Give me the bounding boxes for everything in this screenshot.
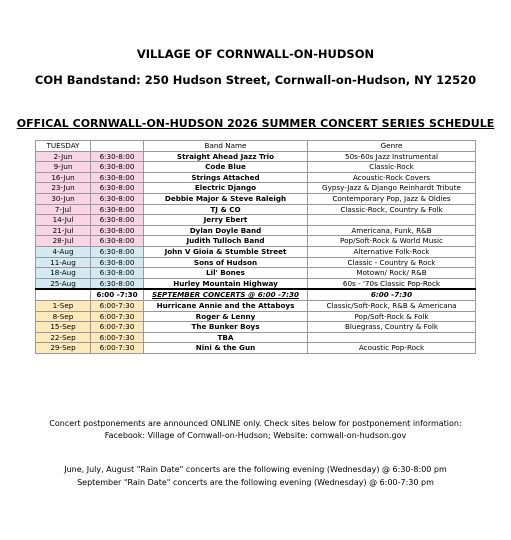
genre: Bluegrass, Country & Folk — [308, 322, 476, 333]
table-row — [36, 215, 476, 226]
postponement-sources: Facebook: Village of Cornwall-on-Hudson; Website: cornwall-on-hudson.gov — [104, 431, 407, 440]
band-name: Hurley Mountain Highway — [144, 278, 308, 289]
genre: Acoustic-Rock Covers — [308, 172, 476, 183]
concert-time: 6:30-8:00 — [91, 172, 144, 183]
rain-date-summer-note: June, July, August "Rain Date" concerts are the following evening (Wednesday) @ 6:30-8:00 pm — [64, 465, 447, 474]
genre: Classic - Country & Rock — [308, 257, 476, 268]
concert-date: 29-Sep — [36, 343, 91, 354]
concert-date: 7-Jul — [36, 204, 91, 215]
band-name: Dylan Doyle Band — [144, 225, 308, 236]
concert-date: 9-Jun — [36, 162, 91, 173]
concert-time: 6:30-8:00 — [91, 162, 144, 173]
genre: Americana, Funk, R&B — [308, 225, 476, 236]
concert-date: 1-Sep — [36, 300, 91, 311]
genre: Classic-Rock — [308, 162, 476, 173]
concert-time: 6:30-8:00 — [91, 151, 144, 162]
band-name: Hurricane Annie and the Attaboys — [144, 300, 308, 311]
concert-date: 30-Jun — [36, 193, 91, 204]
table-row — [36, 225, 476, 236]
genre: Motown/ Rock/ R&B — [308, 268, 476, 279]
table-row — [36, 204, 476, 215]
schedule-heading: OFFICAL CORNWALL-ON-HUDSON 2026 SUMMER CONCERT SERIES SCHEDULE — [16, 117, 495, 130]
concert-time: 6:30-8:00 — [91, 193, 144, 204]
concert-time: 6:30-8:00 — [91, 236, 144, 247]
concert-date: 11-Aug — [36, 257, 91, 268]
genre: Pop/Soft-Rock & World Music — [308, 236, 476, 247]
concert-schedule-table — [35, 140, 476, 354]
band-name: TBA — [144, 332, 308, 343]
table-row — [36, 246, 476, 257]
genre: 50s-60s Jazz Instrumental — [308, 151, 476, 162]
concert-time: 6:30-8:00 — [91, 257, 144, 268]
concert-time: 6:30-8:00 — [91, 278, 144, 289]
band-name: John V Gioia & Stumble Street — [144, 246, 308, 257]
table-row — [36, 268, 476, 279]
table-header-row — [36, 141, 476, 152]
concert-date: 15-Sep — [36, 322, 91, 333]
table-row — [36, 183, 476, 194]
genre — [308, 332, 476, 343]
concert-time: 6:30-8:00 — [91, 246, 144, 257]
concert-time: 6:30-8:00 — [91, 268, 144, 279]
table-row — [36, 343, 476, 354]
concert-date: 16-Jun — [36, 172, 91, 183]
concert-date: 25-Aug — [36, 278, 91, 289]
concert-date: 22-Sep — [36, 332, 91, 343]
band-name: Jerry Ebert — [144, 215, 308, 226]
genre: Acoustic Pop-Rock — [308, 343, 476, 354]
table-row — [36, 257, 476, 268]
concert-date: 14-Jul — [36, 215, 91, 226]
separator-genre-time: 6:00 -7:30 — [308, 289, 476, 300]
table-row — [36, 236, 476, 247]
concert-date: 28-Jul — [36, 236, 91, 247]
genre: Classic-Rock, Country & Folk — [308, 204, 476, 215]
table-row — [36, 278, 476, 289]
concert-time: 6:00-7:30 — [91, 322, 144, 333]
separator-time: 6:00 -7:30 — [91, 289, 144, 300]
separator-empty-cell — [36, 289, 91, 300]
genre: Alternative Folk-Rock — [308, 246, 476, 257]
table-row — [36, 300, 476, 311]
band-name: Lil' Bones — [144, 268, 308, 279]
september-separator-row — [36, 289, 476, 300]
table-row — [36, 162, 476, 173]
band-name: Strings Attached — [144, 172, 308, 183]
concert-time: 6:00-7:30 — [91, 332, 144, 343]
postponement-note: Concert postponements are announced ONLINE only. Check sites below for postponement information: — [49, 419, 462, 428]
table-row — [36, 172, 476, 183]
concert-date: 18-Aug — [36, 268, 91, 279]
september-concerts-label: SEPTEMBER CONCERTS @ 6:00 -7:30 — [144, 289, 308, 300]
concert-time: 6:00-7:30 — [91, 300, 144, 311]
rain-date-september-note: September "Rain Date" concerts are the following evening (Wednesday) @ 6:00-7:30 pm — [77, 478, 434, 487]
concert-time: 6:30-8:00 — [91, 183, 144, 194]
concert-time: 6:30-8:00 — [91, 225, 144, 236]
table-row — [36, 311, 476, 322]
band-name: TJ & CO — [144, 204, 308, 215]
band-name: The Bunker Boys — [144, 322, 308, 333]
band-name: Code Blue — [144, 162, 308, 173]
concert-date: 8-Sep — [36, 311, 91, 322]
header-day: TUESDAY — [36, 141, 91, 152]
band-name: Judith Tulloch Band — [144, 236, 308, 247]
genre: Contemporary Pop, Jazz & Oldies — [308, 193, 476, 204]
village-title: VILLAGE OF CORNWALL-ON-HUDSON — [136, 47, 375, 61]
concert-date: 21-Jul — [36, 225, 91, 236]
concert-time: 6:30-8:00 — [91, 204, 144, 215]
table-row — [36, 322, 476, 333]
band-name: Roger & Lenny — [144, 311, 308, 322]
table-row — [36, 332, 476, 343]
concert-date: 4-Aug — [36, 246, 91, 257]
genre — [308, 215, 476, 226]
genre: Pop/Soft-Rock & Folk — [308, 311, 476, 322]
header-band: Band Name — [144, 141, 308, 152]
band-name: Electric Django — [144, 183, 308, 194]
band-name: Nini & the Gun — [144, 343, 308, 354]
band-name: Straight Ahead Jazz Trio — [144, 151, 308, 162]
bandstand-address: COH Bandstand: 250 Hudson Street, Cornwall-on-Hudson, NY 12520 — [34, 73, 477, 87]
table-row — [36, 193, 476, 204]
genre: 60s - '70s Classic Pop-Rock — [308, 278, 476, 289]
header-genre: Genre — [308, 141, 476, 152]
header-time — [91, 141, 144, 152]
concert-date: 2-Jun — [36, 151, 91, 162]
concert-time: 6:00-7:30 — [91, 343, 144, 354]
genre: Gypsy-Jazz & Django Reinhardt Tribute — [308, 183, 476, 194]
band-name: Debbie Major & Steve Raleigh — [144, 193, 308, 204]
band-name: Sons of Hudson — [144, 257, 308, 268]
concert-time: 6:30-8:00 — [91, 215, 144, 226]
genre: Classic/Soft-Rock, R&B & Americana — [308, 300, 476, 311]
table-row — [36, 151, 476, 162]
concert-time: 6:00-7:30 — [91, 311, 144, 322]
concert-date: 23-Jun — [36, 183, 91, 194]
